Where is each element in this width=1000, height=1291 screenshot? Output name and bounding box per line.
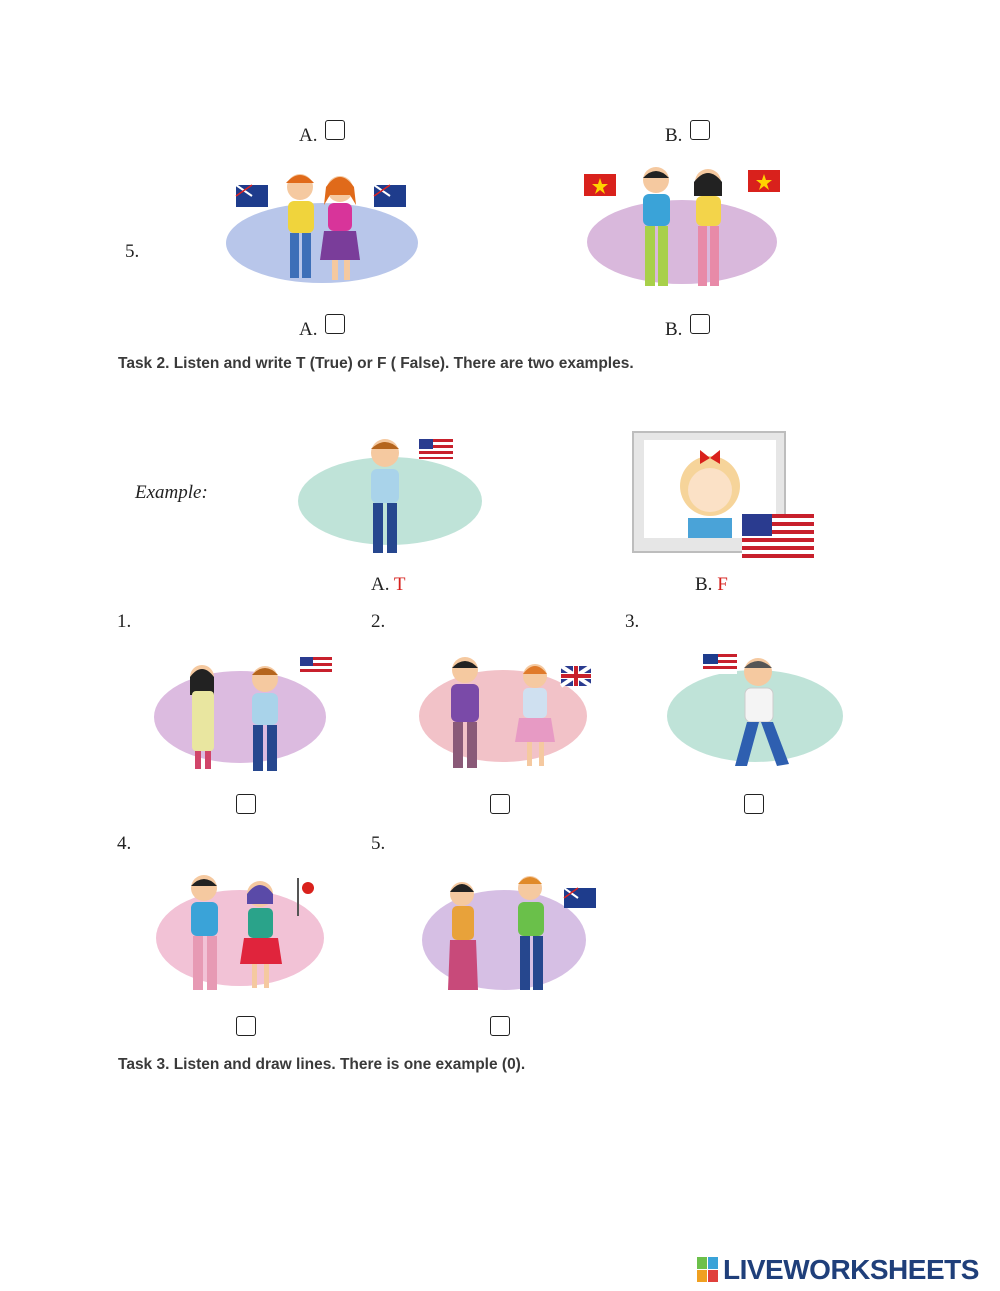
- item-number-2: 2.: [371, 611, 386, 632]
- item-number-5: 5.: [371, 833, 386, 854]
- boy-and-girl-uk-flag-picture: [415, 652, 595, 774]
- australian-children-picture: [222, 165, 422, 290]
- answer-checkbox-2[interactable]: [490, 794, 510, 814]
- liveworksheets-logo-icon: [697, 1257, 719, 1283]
- boy-and-girl-japan-flag-picture: [152, 872, 332, 997]
- liveworksheets-logo-text: LIVEWORKSHEETS: [723, 1254, 979, 1285]
- answer-checkbox-5[interactable]: [490, 1016, 510, 1036]
- answer-checkbox-5b[interactable]: [690, 314, 710, 334]
- answer-checkbox-top-b[interactable]: [690, 120, 710, 140]
- girl-and-boy-australia-flag-picture: [418, 872, 600, 1000]
- option-a-label: A.: [299, 319, 318, 340]
- task3-title: Task 3. Listen and draw lines. There is one example (0).: [118, 1056, 526, 1073]
- option-a-label: A.: [299, 125, 318, 146]
- girl-and-boy-us-flag-picture: [150, 655, 335, 775]
- option-b-label: B.: [665, 125, 683, 146]
- answer-checkbox-3[interactable]: [744, 794, 764, 814]
- example-a-answer: T: [393, 574, 406, 595]
- task2-title: Task 2. Listen and write T (True) or F ( False). There are two examples.: [118, 355, 634, 372]
- option-b-label: B.: [665, 319, 683, 340]
- item-number-3: 3.: [625, 611, 640, 632]
- example-b-answer: F: [717, 574, 728, 595]
- answer-checkbox-top-a[interactable]: [325, 120, 345, 140]
- example-b-label: B. F: [695, 574, 728, 595]
- vietnamese-children-picture: [580, 160, 785, 295]
- example-a-label: A. T: [371, 574, 406, 595]
- girl-photo-us-flag-picture: [630, 428, 815, 563]
- boy-us-flag-picture: [295, 435, 485, 557]
- answer-checkbox-1[interactable]: [236, 794, 256, 814]
- item-number-1: 1.: [117, 611, 132, 632]
- boy-malaysia-flag-picture: [663, 650, 848, 775]
- example-label: Example:: [135, 482, 208, 503]
- question-number: 5.: [125, 241, 140, 262]
- liveworksheets-logo: [697, 1255, 979, 1285]
- answer-checkbox-5a[interactable]: [325, 314, 345, 334]
- answer-checkbox-4[interactable]: [236, 1016, 256, 1036]
- item-number-4: 4.: [117, 833, 132, 854]
